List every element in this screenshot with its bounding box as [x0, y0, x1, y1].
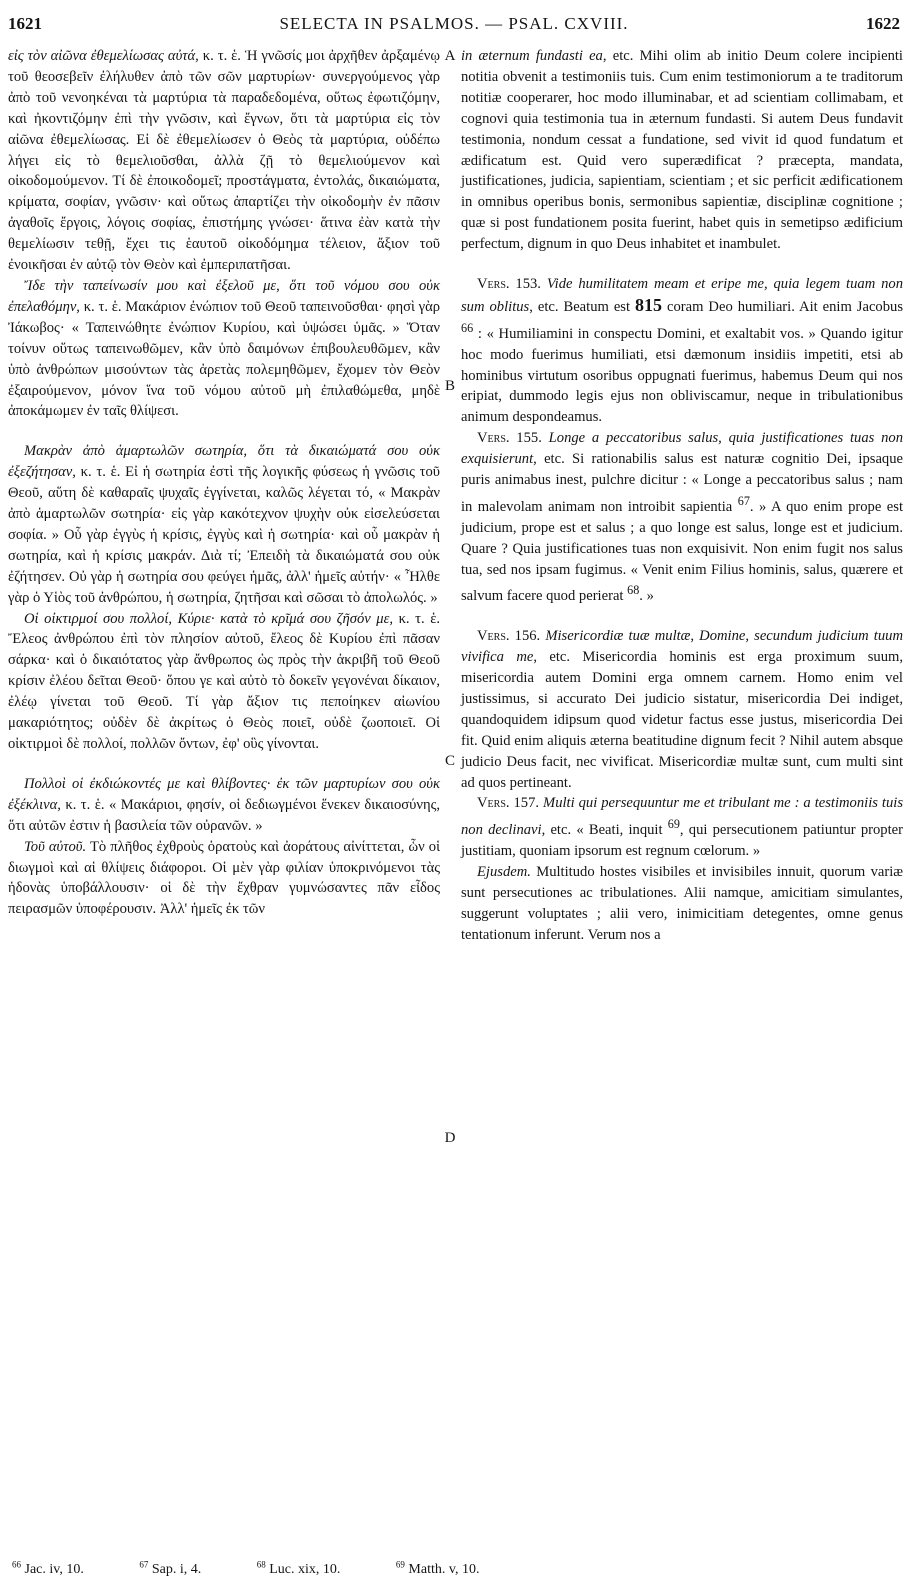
greek-paragraph	[8, 276, 440, 422]
latin-paragraph	[461, 46, 903, 255]
latin-paragraph	[461, 428, 903, 607]
footnote-ref: 68	[627, 583, 640, 598]
footnote-number: 66	[12, 1559, 21, 1569]
latin-lemma: in æternum fundasti ea	[461, 48, 603, 64]
footnote-ref-text: Luc. xix, 10.	[269, 1561, 341, 1577]
footnote-number: 67	[139, 1559, 149, 1569]
latin-lemma: Longe a peccatoribus salus, quia justificationes tuas non exquisierunt	[461, 430, 903, 468]
greek-lemma: Τοῦ αὐτοῦ.	[24, 838, 87, 855]
footnote-ref: 66	[461, 320, 474, 335]
greek-lemma: Μακρὰν ἀπὸ ἁμαρτωλῶν σωτηρία, ὅτι τὰ δικαιώματά σου οὐκ ἐξεζήτησαν,	[8, 443, 440, 481]
margin-letter-b: B	[444, 378, 455, 394]
latin-body: : « Humiliamini in conspectu Domini, et exaltabit vos. » Quando igitur hoc modo fuerimus humiliati, etsi dæmonum insidiis impetiti, etsi ab hominibus virtutum osoribus oppugnati fuerimus, habemus Deum qui nos eripiat, dummodo legis ejus non obliviscamur, neque in tribulationibus animum despondeamus.	[461, 325, 903, 426]
footnotes	[12, 1559, 896, 1578]
latin-body: , etc. Beatum est	[529, 298, 631, 315]
latin-body: , etc. Si rationabilis salus est naturæ cognitio Dei, ipsaque puris animabus inest, pulchre dicitur : « Longe a peccatoribus salus ; nam in malevolam animam non introibit sapientia	[461, 451, 903, 515]
verse-label: Vers. 156.	[477, 628, 541, 645]
latin-lemma: Ejusdem.	[477, 864, 531, 881]
margin-letter-d: D	[444, 1130, 456, 1146]
latin-body: . »	[639, 588, 654, 605]
latin-lemma: Multi qui persequuntur me et tribulant me : a testimoniis tuis non declinavi	[461, 795, 903, 839]
latin-paragraph	[461, 862, 903, 946]
greek-paragraph	[8, 441, 440, 608]
latin-paragraph	[461, 793, 903, 862]
footnote-number: 69	[395, 1559, 405, 1569]
greek-column	[8, 46, 440, 920]
footnote-ref-text: Matth. v, 10.	[408, 1561, 480, 1577]
latin-lemma: Misericordiæ tuæ multæ, Domine, secundum judicium tuum vivifica me	[461, 628, 903, 666]
verse-label: Vers. 157.	[477, 795, 540, 812]
latin-body: Multitudo hostes visibiles et invisibiles innuit, quorum variæ sunt persecutiones ac tribulationes. Alii namque, amicitiam simulantes, suggerunt voluptates ; alii vero, inimicitiam detegentes, omne genus tentationum inferunt. Verum nos a	[461, 864, 903, 943]
greek-lemma: Ἴδε τὴν ταπείνωσίν μου καὶ ἐξελοῦ με, ὅτι τοῦ νόμου σου οὐκ ἐπελαθόμην,	[8, 277, 440, 315]
footnote-number: 68	[256, 1559, 266, 1569]
latin-body: . » A quo enim prope est judicium, prope est et salus ; a quo longe est salus, longe est et judicium. Quare ? Quia justificationes tuas non exquisivit. Non enim fugit nos salus tua, sed nos ipsam fugimus. « Venit enim Filius hominis, salus, quærere et salvum facere quod perierat	[461, 498, 904, 605]
footnote	[395, 1559, 506, 1577]
latin-body: , etc. « Beati, inquit	[541, 822, 663, 839]
margin-letter-c: C	[444, 753, 455, 769]
verse-label: Vers. 155.	[477, 430, 542, 447]
greek-paragraph	[8, 774, 440, 837]
footnote-ref: 67	[737, 493, 750, 508]
greek-body: κ. τ. ἑ. Ἡ γνῶσίς μοι ἀρχῆθεν ἀρξαμένῳ τοῦ θεοσεβεῖν ἐλήλυθεν ἀπὸ τῶν σῶν μαρτυρίων· συνεργούμενος γὰρ ἀπὸ τοῦ νενοηκέναι τὰ μαρτύρια τὰ παραδεδομένα, οὕτως ἐφωτιζόμην, καὶ ἠκοντιζόμην ἐπὶ τὴν γνῶσιν, καὶ ἔγνων, ὅτι τὰ μαρτύρια εἰς τὸν αἰῶνα ἐθεμελίωσας. Εἰ δὲ ἐθεμελίωσεν ὁ Θεὸς τὰ μαρτύρια, οὐδέπω λήγει εἰς τὸ θεμελιοῦσθαι, ἀλλὰ ζῇ τὸ θεμελιούμενον καὶ οἰκοδομούμενον. Τί δὲ ἐποικοδομεῖ; προστάγματα, ἐντολάς, δικαιώματα, κρίματα, σοφίαν, γνῶσιν· καὶ οὕτως ἀπαρτίζει τὴν οἰκοδομὴν ἐν πᾶσιν ἀγαθοῖς ἔργοις, λόγοις σοφίας, ἐπιστήμης γνώσει· ἅτινα ἐὰν κατὰ τὴν θεμελίωσιν τεθῇ, ἔχει τις ἑαυτοῦ οἰκοδόμημα τέλειον, ἄξιον τοῦ ἐνοικῆσαι ἐν αὐτῷ τὸν Θεὸν καὶ ἐμπεριπατῆσαι.	[8, 48, 440, 274]
greek-paragraph	[8, 837, 440, 921]
verse-label: Vers. 153.	[477, 276, 541, 293]
footnote-ref-text: Sap. i, 4.	[151, 1561, 202, 1577]
latin-paragraph	[461, 626, 903, 793]
footnote	[139, 1559, 227, 1577]
page-number-right: 1622	[866, 14, 900, 33]
latin-body: , qui persecutionem patiuntur propter justitiam, quoniam ipsorum est regnum cœlorum. »	[461, 822, 903, 860]
footnote-ref: 69	[667, 817, 680, 832]
page-number-left: 1621	[8, 14, 42, 33]
greek-lemma: Πολλοὶ οἱ ἐκδιώκοντές με καὶ θλίβοντες· ἐκ τῶν μαρτυρίων σου οὐκ ἐξέκλινα,	[8, 775, 440, 813]
latin-body: , etc. Mihi olim ab initio Deum colere incipienti notitia obvenit a testimoniis tuis. Cum enim testimoniorum a te traditorum notitiæ cooperarer, hoc modo illuminabar, et ad scientiam collimabam, et cognovi quia testimonia tua in æternum fundasti. Si autem Deus fundavit testimonia, nondum cessat a fundatione, sed vivit id quod fundatum et ædificatum est. Quid vero superædificat ? præcepta, mandata, justificationes, judicia, sapientiam, scientiam ; et sic perficit ædificationem in omnibus operibus bonis, sermonibus sapientiæ, disciplinæ cognitione ; quæ si post fundationem posita fuerint, habet quis in semetipso ædificium perfectum, dignum in quo Deus inhabitet et inambulet.	[461, 48, 903, 253]
running-title: SELECTA IN PSALMOS. — PSAL. CXVIII.	[279, 14, 629, 33]
greek-body: κ. τ. ἑ. Ἔλεος ἀνθρώπου ἐπὶ τὸν πλησίον αὐτοῦ, ἔλεος δὲ Κυρίου ἐπὶ πᾶσαν σάρκα· καὶ ὁ δικαιότατος γὰρ ἄνθρωπος ὡς πρὸς τὴν ἀκριβῆ τοῦ Θεοῦ κρίσιν ἐλέου δεῖται Θεοῦ· ὅπου γε καὶ αὐτὸ τὸ δοκεῖν γεγονέναι δίκαιον, ἐλέῳ γίνεται τοῦ Θεοῦ. Τί γὰρ ἄξιον τις πεποίηκεν αἰωνίου μακαριότητος; οὐδὲν δὲ ἀκρίτως ὁ Θεὸς ποιεῖ, οὐδὲ ζωοποιεῖ. Οἱ οἰκτιρμοὶ δὲ πολλοί, πολλῶν ὄντων, ἐφ' οὓς γίνονται.	[8, 610, 440, 752]
greek-paragraph	[8, 609, 440, 755]
latin-column	[461, 46, 903, 946]
margin-letter-a: A	[444, 48, 456, 64]
running-header	[8, 14, 900, 44]
greek-paragraph	[8, 46, 440, 276]
footnote	[12, 1559, 110, 1577]
latin-paragraph	[461, 274, 903, 428]
latin-body: coram Deo humiliari. Ait enim Jacobus	[662, 298, 904, 315]
greek-body: Τὸ πλῆθος ἐχθροὺς ὁρατοὺς καὶ ἀοράτους αἰνίττεται, ὧν οἱ διωγμοὶ καὶ αἱ θλίψεις διάφοροι. Οἱ μὲν γὰρ φιλίαν ὑποκρινόμενοι τὰς ἡδονὰς ὑποβάλλουσιν· οἱ δὲ τὴν ἔχθραν γυμνώσαντες πᾶν εἶδος πειρασμῶν ὑποφέρουσιν. Ἀλλ' ἡμεῖς ἐκ τῶν	[8, 838, 440, 918]
greek-lemma: Οἱ οἰκτιρμοί σου πολλοί, Κύριε· κατὰ τὸ κρῖμά σου ζῆσόν με,	[24, 610, 394, 627]
latin-body: , etc. Misericordia hominis est erga proximum suum, misericordia autem Domini erga omnem carnem. Homo enim vel justissimus, si accurato Dei judicio sistatur, misericordia Dei indiget, quandoquidem idipsum quod videtur factus esse justus, misericordia Dei fit. Quid enim aliquis æterna beatitudine dignum fecit ? Nihil autem absque judicio Deus facit, nec vivificat. Misericordiæ multæ sunt, cum multi sint ad quos pertineant.	[461, 649, 903, 791]
column-number: 815	[635, 294, 663, 315]
greek-lemma: εἰς τὸν αἰῶνα ἐθεμελίωσας αὐτά,	[8, 48, 199, 64]
greek-body: κ. τ. ἑ. Μακάριον ἐνώπιον τοῦ Θεοῦ ταπεινοῦσθαι· φησὶ γὰρ Ἰάκωβος· « Ταπεινώθητε ἐνώπιον Κυρίου, καὶ ὑψώσει ὑμᾶς. » Ὅταν τοίνυν οὕτως ταπεινωθῶμεν, κἂν ὑπὸ δαιμόνων ἐπιβουλευθῶμεν, κἂν ὑπὸ ἀνθρώπων μισούντων τὰς ἀρετὰς πολεμηθῶμεν, ἔχομεν τὸν Θεὸν ἐξαιρούμενον, μόνον ἵνα τοῦ νόμου αὐτοῦ μὴ ἐπιλαθώμεθα, μηδὲ ἀποκάμωμεν ἐν ταῖς θλίψεσι.	[8, 298, 440, 420]
footnote	[256, 1559, 367, 1577]
footnote-ref-text: Jac. iv, 10.	[24, 1561, 84, 1577]
greek-body: κ. τ. ἑ. Εἰ ἡ σωτηρία ἐστὶ τῆς λογικῆς φύσεως ἡ γνῶσις τοῦ Θεοῦ, αὕτη δὲ καθαραῖς ψυχαῖς ἐγγίνεται, καλῶς λέγεται τό, « Μακρὰν ἀπὸ ἁμαρτωλῶν σωτηρία· εἰς γὰρ κακότεχνον ψυχὴν οὐκ εἰσελεύσεται σοφία. » Οὗ γὰρ ἐγγὺς ἡ κρίσις, ἐγγὺς καὶ ἡ σωτηρία· καὶ οὗ μακρὰν ἡ σωτηρία, καὶ ἡ κρίσις μακράν. Διὰ τί; Ἐπειδὴ τὰ δικαιώματά σου οὐκ ἐζήτησεν. Οὐ γὰρ ἡ σωτηρία σου φεύγει ἡμᾶς, ἀλλ' ἡμεῖς αὐτήν· « Ἦλθε γὰρ ὁ Υἱὸς τοῦ ἀνθρώπου, ἡ σωτηρία, ζητῆσαι καὶ σῶσαι τὸ ἀπολωλός. »	[8, 464, 440, 606]
greek-body: κ. τ. ἑ. « Μακάριοι, φησίν, οἱ δεδιωγμένοι ἕνεκεν δικαιοσύνης, ὅτι αὐτῶν ἐστιν ἡ βασιλεία τῶν οὐρανῶν. »	[8, 796, 440, 834]
latin-lemma: Vide humilitatem meam et eripe me, quia legem tuam non sum oblitus	[461, 276, 904, 315]
